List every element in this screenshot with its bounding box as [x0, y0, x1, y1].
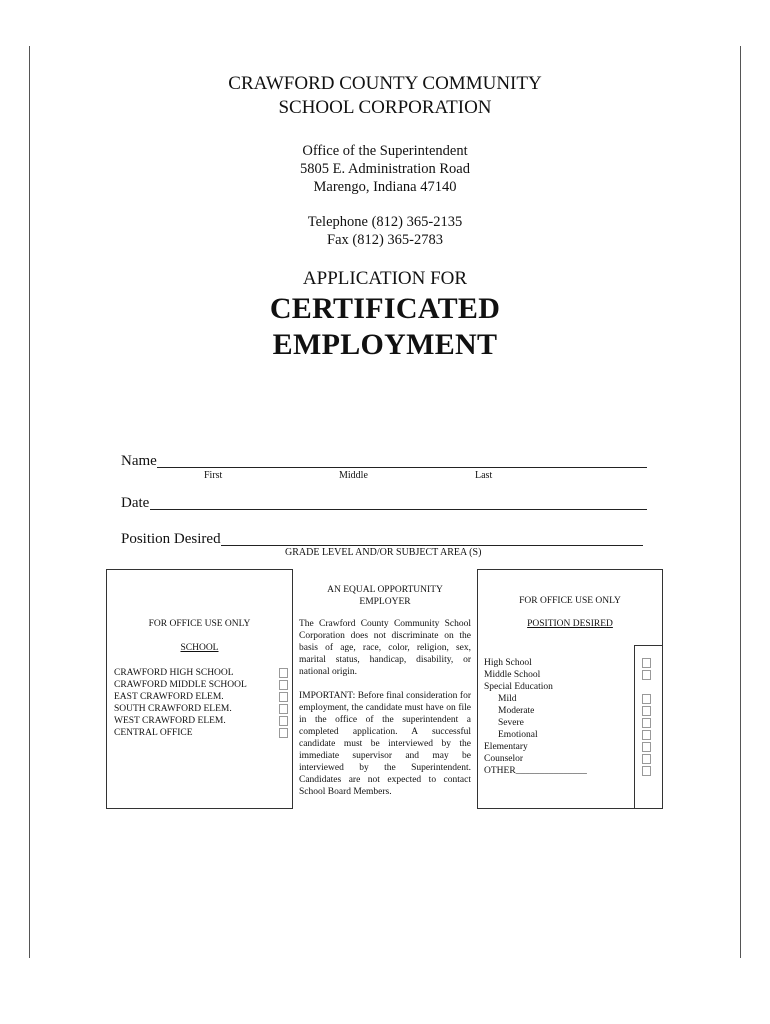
org-name-line1: CRAWFORD COUNTY COMMUNITY: [228, 73, 542, 94]
date-input-line[interactable]: [150, 509, 647, 510]
school-item: CRAWFORD MIDDLE SCHOOL: [114, 680, 247, 690]
school-item: CENTRAL OFFICE: [114, 728, 193, 738]
grade-level-label: GRADE LEVEL AND/OR SUBJECT AREA (S): [285, 547, 482, 558]
school-checkbox[interactable]: [279, 716, 288, 726]
position-item: OTHER_______________: [484, 766, 587, 776]
school-checkbox[interactable]: [279, 668, 288, 678]
school-item: WEST CRAWFORD ELEM.: [114, 716, 226, 726]
school-checkbox[interactable]: [279, 704, 288, 714]
position-checkbox[interactable]: [642, 658, 651, 668]
school-box-subheading: SCHOOL: [180, 643, 219, 653]
last-name-label: Last: [475, 470, 493, 481]
position-checkbox[interactable]: [642, 694, 651, 704]
title-certificated: CERTIFICATED: [269, 292, 501, 325]
fax: Fax (812) 365-2783: [327, 232, 443, 248]
title-employment: EMPLOYMENT: [272, 328, 498, 361]
application-for-heading: APPLICATION FOR: [302, 268, 468, 289]
school-item: CRAWFORD HIGH SCHOOL: [114, 668, 234, 678]
position-desired-label: Position Desired: [121, 531, 221, 547]
school-box-heading: FOR OFFICE USE ONLY: [148, 619, 251, 629]
position-item: Mild: [498, 694, 517, 704]
org-name-line2: SCHOOL CORPORATION: [278, 97, 492, 118]
office-name: Office of the Superintendent: [302, 143, 468, 159]
position-item: High School: [484, 658, 532, 668]
position-item: Moderate: [498, 706, 535, 716]
school-office-use-box: [106, 569, 293, 809]
nondiscrimination-paragraph: The Crawford County Community School Corporation does not discriminate on the basis of age, race, color, religion, sex, marital status, handicap, disability, or national origin.: [299, 619, 471, 677]
school-checkbox[interactable]: [279, 728, 288, 738]
position-checkbox[interactable]: [642, 730, 651, 740]
name-label: Name: [121, 453, 157, 469]
position-item: Emotional: [498, 730, 538, 740]
school-checkbox[interactable]: [279, 680, 288, 690]
street-address: 5805 E. Administration Road: [300, 161, 470, 177]
checkbox-column-top: [634, 645, 663, 646]
school-item: SOUTH CRAWFORD ELEM.: [114, 704, 232, 714]
city-state-zip: Marengo, Indiana 47140: [313, 179, 457, 195]
position-box-subheading: POSITION DESIRED: [527, 619, 613, 629]
position-box-heading: FOR OFFICE USE ONLY: [519, 596, 621, 606]
name-input-line[interactable]: [157, 467, 647, 468]
important-paragraph: IMPORTANT: Before final consideration for employment, the candidate must have on file in the office of the superintendent a completed application. A successful candidate must be interviewed by the immediate supervisor and may be interviewed by the Superintendent. Candidates are not expected to contact School Board Members.: [299, 691, 471, 797]
position-checkbox[interactable]: [642, 754, 651, 764]
first-name-label: First: [204, 470, 223, 481]
position-office-use-box: [477, 569, 663, 809]
position-item: Severe: [498, 718, 524, 728]
position-item: Middle School: [484, 670, 541, 680]
date-label: Date: [121, 495, 150, 511]
position-checkbox[interactable]: [642, 718, 651, 728]
position-item: Elementary: [484, 742, 528, 752]
school-checkbox[interactable]: [279, 692, 288, 702]
position-input-line[interactable]: [221, 545, 643, 546]
position-checkbox[interactable]: [642, 706, 651, 716]
middle-name-label: Middle: [339, 470, 368, 481]
telephone: Telephone (812) 365-2135: [307, 214, 463, 230]
equal-opportunity-heading-line2: EMPLOYER: [359, 597, 411, 607]
position-checkbox[interactable]: [642, 670, 651, 680]
checkbox-column-divider: [634, 645, 635, 809]
position-checkbox[interactable]: [642, 766, 651, 776]
equal-opportunity-heading-line1: AN EQUAL OPPORTUNITY: [327, 585, 443, 595]
position-item: Counselor: [484, 754, 524, 764]
school-item: EAST CRAWFORD ELEM.: [114, 692, 224, 702]
position-item: Special Education: [484, 682, 553, 692]
position-checkbox[interactable]: [642, 742, 651, 752]
